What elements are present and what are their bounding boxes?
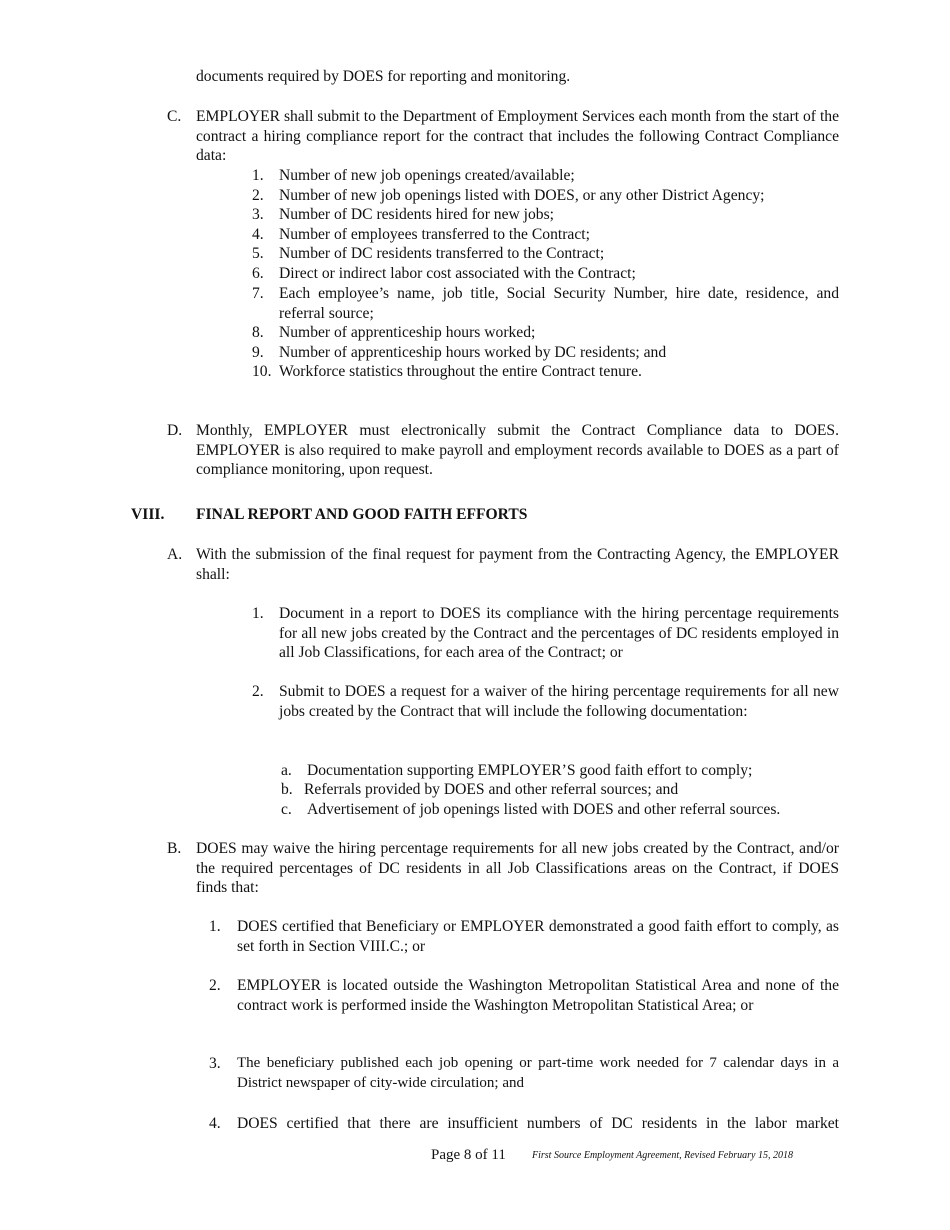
list-item-number: 7. <box>252 285 264 302</box>
list-item-number: 2. <box>252 187 264 204</box>
sub-list-item-letter: a. <box>281 762 292 779</box>
list-item-text: Number of DC residents hired for new jobs; <box>279 206 554 223</box>
section-b-text: DOES may waive the hiring percentage requirements for all new jobs created by the Contract, and/or the required percentages of DC residents in all Job Classifications areas on the Contract, if DOES finds that: <box>196 840 839 897</box>
list-item-number: 2. <box>209 977 221 994</box>
sub-list-item-text: Documentation supporting EMPLOYER’S good faith effort to comply; <box>307 762 753 779</box>
section-b-marker: B. <box>167 840 182 857</box>
list-item-text: Number of new job openings created/available; <box>279 167 575 184</box>
footer-note: First Source Employment Agreement, Revised February 15, 2018 <box>532 1150 793 1161</box>
sub-list-item-letter: b. <box>281 781 293 798</box>
list-item-text: Workforce statistics throughout the entire Contract tenure. <box>279 363 642 380</box>
list-item-text: The beneficiary published each job opening or part-time work needed for 7 calendar days in a District newspaper of city-wide circulation; and <box>237 1055 839 1091</box>
list-item-number: 4. <box>252 226 264 243</box>
list-item-number: 6. <box>252 265 264 282</box>
list-item-number: 9. <box>252 344 264 361</box>
section-c-text: EMPLOYER shall submit to the Department of Employment Services each month from the start of the contract a hiring compliance report for the contract that includes the following Contract Compliance data: <box>196 108 839 165</box>
list-item-number: 3. <box>252 206 264 223</box>
list-item-text: Submit to DOES a request for a waiver of the hiring percentage requirements for all new jobs created by the Contract that will include the following documentation: <box>279 683 839 720</box>
section-c-marker: C. <box>167 108 182 125</box>
list-item-number: 4. <box>209 1115 221 1132</box>
sub-list-item-text: Referrals provided by DOES and other referral sources; and <box>304 781 679 798</box>
list-item-number: 1. <box>252 167 264 184</box>
sub-list-item-text: Advertisement of job openings listed with DOES and other referral sources. <box>307 801 781 818</box>
section-viii-number: VIII. <box>131 506 165 523</box>
list-item-text: Document in a report to DOES its compliance with the hiring percentage requirements for all new jobs created by the Contract and the percentages of DC residents employed in all Job Classifications, for each area of the Contract; or <box>279 605 839 662</box>
list-item-text: Direct or indirect labor cost associated with the Contract; <box>279 265 636 282</box>
section-d-marker: D. <box>167 422 183 439</box>
list-item-text: Number of employees transferred to the Contract; <box>279 226 590 243</box>
section-d-text: Monthly, EMPLOYER must electronically submit the Contract Compliance data to DOES. EMPLOYER is also required to make payroll and employment records available to DOES as a part of compliance monitoring, upon request. <box>196 422 839 479</box>
list-item-number: 1. <box>252 605 264 622</box>
list-item-number: 2. <box>252 683 264 700</box>
list-item-text: Number of new job openings listed with DOES, or any other District Agency; <box>279 187 765 204</box>
list-item-text: Number of apprenticeship hours worked by DC residents; and <box>279 344 667 361</box>
list-item-text: EMPLOYER is located outside the Washington Metropolitan Statistical Area and none of the contract work is performed inside the Washington Metropolitan Statistical Area; or <box>237 977 839 1014</box>
list-item-text: Number of apprenticeship hours worked; <box>279 324 536 341</box>
list-item-text: Each employee’s name, job title, Social Security Number, hire date, residence, and referral source; <box>279 285 839 322</box>
list-item-text: DOES certified that there are insufficient numbers of DC residents in the labor market <box>237 1115 839 1132</box>
section-viii-title: FINAL REPORT AND GOOD FAITH EFFORTS <box>196 506 528 523</box>
list-item-text: Number of DC residents transferred to the Contract; <box>279 245 605 262</box>
section-a-marker: A. <box>167 546 183 563</box>
page-number: Page 8 of 11 <box>431 1147 506 1163</box>
list-item-text: DOES certified that Beneficiary or EMPLOYER demonstrated a good faith effort to comply, as set forth in Section VIII.C.; or <box>237 918 839 955</box>
list-item-number: 1. <box>209 918 221 935</box>
sub-list-item-letter: c. <box>281 801 292 818</box>
list-item-number: 5. <box>252 245 264 262</box>
section-a-text: With the submission of the final request for payment from the Contracting Agency, the EMPLOYER shall: <box>196 546 839 583</box>
list-item-number: 10. <box>252 363 272 380</box>
list-item-number: 3. <box>209 1055 221 1072</box>
list-item-number: 8. <box>252 324 264 341</box>
continuation-text: documents required by DOES for reporting and monitoring. <box>196 68 571 85</box>
